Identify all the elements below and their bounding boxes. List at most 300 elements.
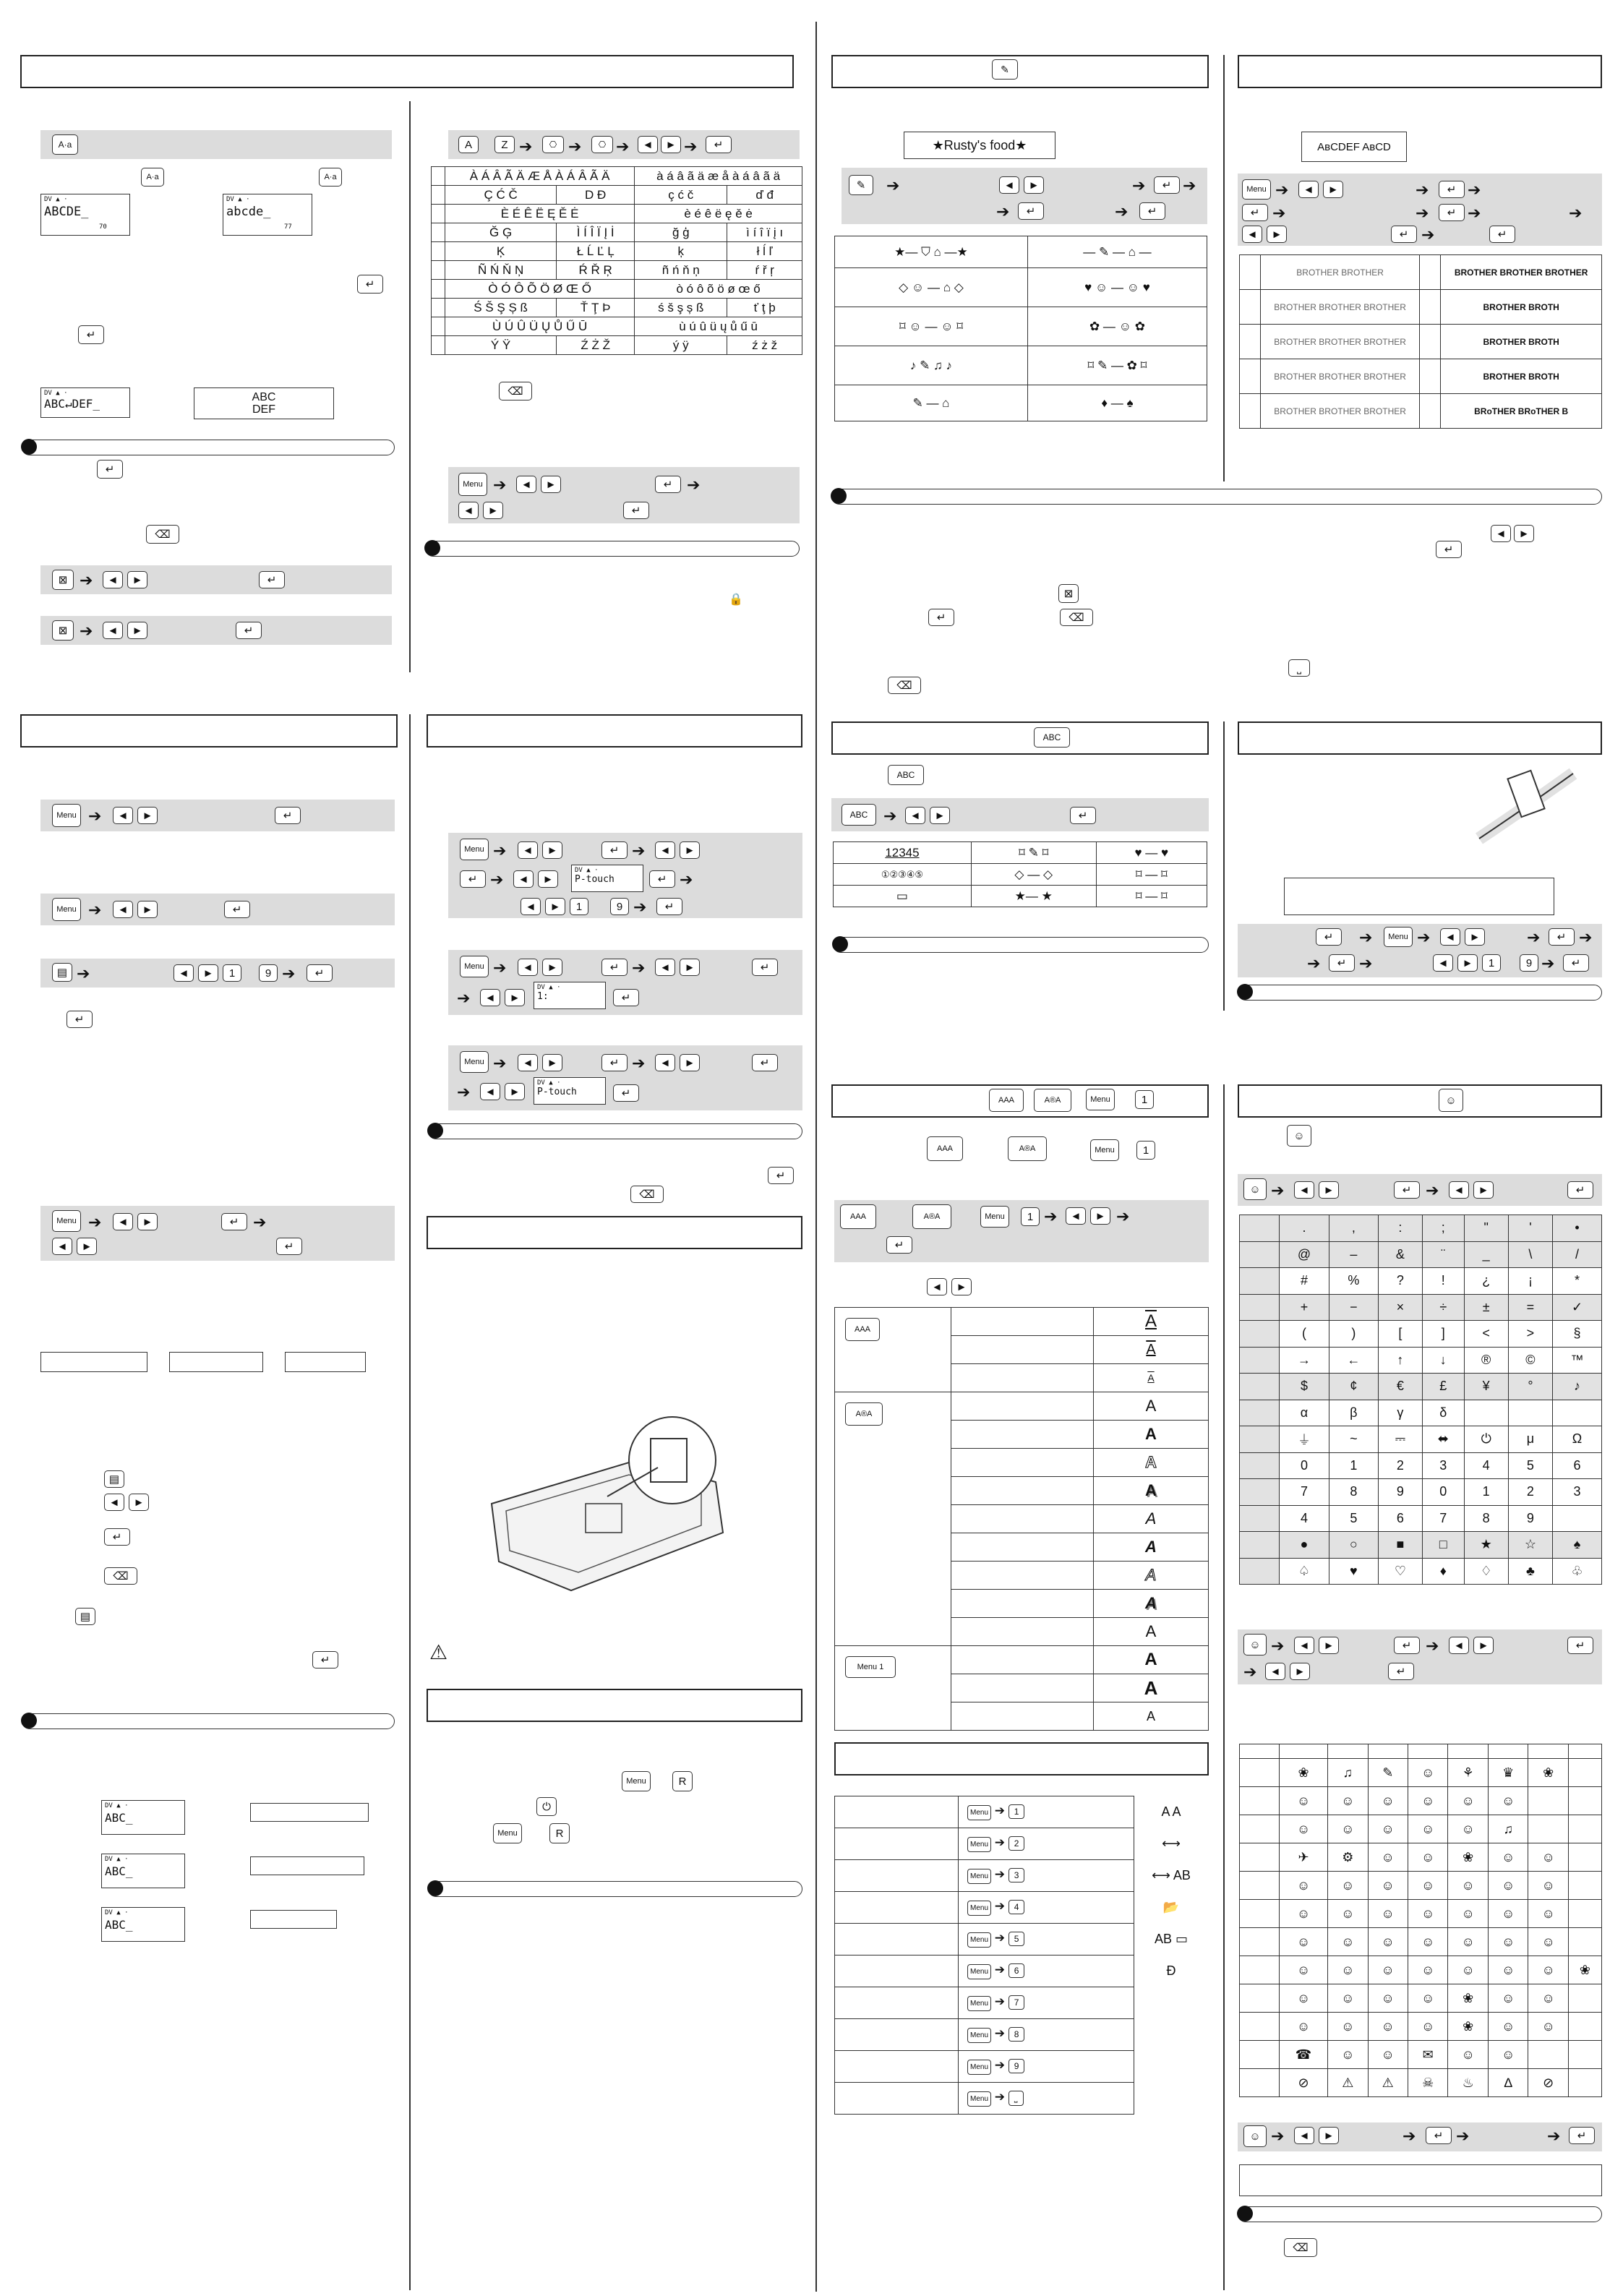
left-key[interactable]: ◄ [1449,1181,1469,1199]
left-key[interactable]: ◄ [458,502,479,519]
pictograph-cell: ☺ [1408,2013,1447,2041]
backspace-key[interactable]: ⌫ [1284,2238,1317,2257]
symbol-key[interactable]: ☺ [1287,1125,1311,1147]
enter-key[interactable]: ↵ [1426,2127,1452,2144]
enter-key[interactable]: ↵ [752,1054,778,1071]
accent-cell: ŕ ř ŗ [727,261,802,280]
accent-key[interactable]: A·a [52,134,78,155]
row-marker [432,317,445,336]
accent-cell: Ý Ÿ [445,336,557,355]
row-marker [432,223,445,242]
enter-key[interactable]: ↵ [221,1213,247,1230]
left-key[interactable]: ◄ [655,959,675,976]
accent-cell: ý ÿ [635,336,727,355]
symbol-cell: ● [1280,1532,1329,1559]
left-key[interactable]: ◄ [513,870,534,888]
arrow-icon: ➔ [1359,954,1373,972]
right-key[interactable]: ► [1090,1207,1110,1225]
enter-key[interactable]: ↵ [67,1011,93,1028]
symbol-cell: ♤ [1280,1558,1329,1585]
right-key[interactable]: ► [1319,2127,1339,2144]
enter-key[interactable]: ↵ [1567,1181,1593,1199]
enter-key[interactable]: ↵ [1139,202,1165,220]
clear-key[interactable]: ⊠ [52,620,74,641]
right-key[interactable]: ► [542,1054,562,1071]
symbol-cell: 1 [1329,1452,1378,1479]
backspace-key[interactable]: ⌫ [104,1567,137,1585]
preview-key[interactable]: ▤ [75,1608,95,1625]
enter-key[interactable]: ↵ [1439,181,1465,198]
menu-key[interactable]: Menu [1384,927,1413,947]
style-key[interactable]: A®A [1034,1089,1071,1112]
menu-key: Menu [967,1805,991,1820]
arrow-icon: ➔ [1421,226,1435,244]
shortcut-keys [959,2051,1134,2083]
shortcut-icon: Ð [1166,1963,1176,1978]
row-marker [1240,1268,1280,1295]
shortcut-keys [959,1924,1134,1956]
menu-key[interactable]: Menu [52,898,81,921]
enter-key[interactable]: ↵ [601,841,628,859]
sample-label-font: AʙCDEF AʙCD [1301,132,1407,162]
left-key[interactable]: ◄ [1449,1637,1469,1654]
enter-key[interactable]: ↵ [1563,954,1589,972]
right-key[interactable]: ► [538,870,558,888]
enter-key[interactable]: ↵ [1388,1663,1414,1680]
symbol-cell: < [1464,1321,1508,1348]
row-marker [1240,2013,1280,2041]
row-marker [1240,1843,1280,1872]
menu-key[interactable]: Menu [460,956,489,977]
abc-key[interactable]: ABC [1034,727,1070,748]
menu-key[interactable]: Menu [1242,179,1271,200]
enter-key[interactable]: ↵ [276,1238,302,1255]
enter-key[interactable]: ↵ [656,898,682,915]
shortcut-keys [959,2083,1134,2115]
style-name [951,1477,1094,1505]
enter-key[interactable]: ↵ [224,901,250,918]
enter-key[interactable]: ↵ [1391,226,1417,243]
size-key[interactable]: AAA [927,1136,963,1161]
right-key[interactable]: ► [951,1278,972,1295]
four-key: 4 [1009,1900,1025,1914]
enter-key[interactable]: ↵ [1154,176,1180,194]
arrow-icon: ➔ [883,807,897,825]
arrow-icon: ➔ [1579,928,1593,946]
enter-key[interactable]: ↵ [623,502,649,519]
pictograph-cell: ✈ [1280,1843,1328,1872]
enter-key[interactable]: ↵ [1329,954,1355,972]
frame-sample: ★— ⛉ ⌂ —★ [835,236,1028,268]
symbol-cell: − [1329,1294,1378,1321]
left-key[interactable]: ◄ [518,959,538,976]
pictograph-cell: ∆ [1488,2069,1528,2097]
right-key[interactable]: ► [541,476,561,493]
template-sample: ★— ★ [971,886,1096,907]
left-key[interactable]: ◄ [927,1278,947,1295]
symbol-cell: _ [1464,1241,1508,1268]
pictograph-cell: ☺ [1408,1984,1447,2013]
style-name [951,1590,1094,1618]
right-key[interactable]: ► [930,807,950,824]
symbol-cell: # [1280,1268,1329,1295]
right-key[interactable]: ► [661,136,681,153]
right-key[interactable]: ► [1323,181,1343,198]
enter-key[interactable]: ↵ [259,571,285,588]
symbol-cell: 7 [1280,1479,1329,1506]
right-key[interactable]: ► [137,807,158,824]
symbol-cell: β [1329,1400,1378,1426]
menu-key[interactable]: Menu [1090,1139,1119,1161]
size-style-table [834,1307,1209,1731]
enter-key[interactable]: ↵ [886,1236,912,1254]
style-key[interactable]: A®A [912,1204,951,1229]
left-key[interactable]: ◄ [1298,181,1319,198]
one-key[interactable]: 1 [1482,954,1501,972]
menu-key[interactable]: Menu [52,804,81,827]
auto-format-table [833,841,1207,907]
header-cell [1240,1744,1280,1759]
left-key[interactable]: ◄ [104,1494,124,1511]
frame-sample: ⌑ ✎ — ✿ ⌑ [1027,346,1207,385]
left-key[interactable]: ◄ [480,1083,500,1100]
r-key[interactable]: R [672,1771,693,1791]
enter-key[interactable]: ↵ [312,1651,338,1669]
row-marker [1240,2041,1280,2069]
left-key[interactable]: ◄ [113,901,133,918]
backspace-key[interactable]: ⌫ [1060,609,1093,626]
note-bar [22,440,395,455]
a-key[interactable]: A [458,136,479,153]
pictograph-cell: ✎ [1368,1759,1408,1787]
text-key[interactable]: ⎔ [542,136,564,153]
pictograph-cell: ☺ [1328,1815,1368,1843]
note-bar [428,1123,802,1139]
backspace-key[interactable]: ⌫ [146,525,179,544]
enter-key[interactable]: ↵ [1549,928,1575,946]
right-key[interactable]: ► [1319,1637,1339,1654]
pictograph-cell: ☺ [1488,2013,1528,2041]
row-marker [1240,1452,1280,1479]
preview-key[interactable]: ▤ [52,963,72,982]
section-header-accent [20,55,794,88]
arrow-icon: ➔ [1359,928,1373,946]
arrow-icon: ➔ [1417,928,1431,946]
right-key[interactable]: ► [137,901,158,918]
left-key[interactable]: ◄ [1294,2127,1314,2144]
accent-key[interactable]: A·a [319,168,342,187]
enter-key[interactable]: ↵ [1569,2127,1595,2144]
pictograph-cell: ☺ [1368,2013,1408,2041]
right-key[interactable]: ► [542,841,562,859]
clear-key[interactable]: ⊠ [1058,584,1079,603]
arrow-icon: ➔ [886,176,900,194]
accent-cell: Ķ [445,242,557,261]
right-key[interactable]: ► [483,502,503,519]
preview-key[interactable]: ▤ [104,1470,124,1488]
symbol-history-strip [1239,2164,1602,2196]
enter-key[interactable]: ↵ [97,460,123,479]
enter-key[interactable]: ↵ [104,1528,130,1546]
enter-key[interactable]: ↵ [1394,1637,1420,1654]
menu-key[interactable]: Menu [458,473,487,496]
symbol-cell: $ [1280,1374,1329,1400]
menu-key[interactable]: Menu [52,1210,81,1232]
enter-key[interactable]: ↵ [1316,928,1342,946]
enter-key[interactable]: ↵ [601,1054,628,1071]
right-key[interactable]: ► [1473,1637,1494,1654]
nine-key[interactable]: 9 [259,964,278,982]
symbol-key[interactable]: ☺ [1439,1089,1463,1112]
pictograph-cell: ⊘ [1280,2069,1328,2097]
left-key[interactable]: ◄ [1294,1637,1314,1654]
right-key[interactable]: ► [680,841,700,859]
left-key[interactable]: ◄ [1066,1207,1086,1225]
one-key[interactable]: 1 [223,964,241,982]
enter-key[interactable]: ↵ [1394,1181,1420,1199]
frame-key[interactable]: ✎ [849,175,873,195]
arrow-icon: ➔ [991,2058,1009,2072]
enter-key[interactable]: ↵ [655,476,681,493]
left-key[interactable]: ◄ [655,841,675,859]
pictograph-cell: ☺ [1488,2041,1528,2069]
style-sample: A [1094,1308,1209,1336]
right-key[interactable]: ► [1465,928,1485,946]
enter-key[interactable]: ↵ [307,964,333,982]
arrow-icon: ➔ [1243,1663,1257,1681]
symbol-cell: ♧ [1553,1558,1602,1585]
space-key: ⎵ [1009,2091,1024,2106]
style-sample: A [1094,1533,1209,1562]
menu-key[interactable]: Menu [493,1823,522,1843]
left-key[interactable]: ◄ [1265,1663,1285,1680]
backspace-key[interactable]: ⌫ [499,382,532,400]
nine-key[interactable]: 9 [610,898,629,915]
row-marker [1240,1787,1280,1815]
style-sample: A [1094,1392,1209,1421]
clear-key[interactable]: ⊠ [52,570,74,590]
left-key[interactable]: ◄ [521,898,541,915]
one-key[interactable]: 1 [1021,1207,1040,1226]
left-key[interactable]: ◄ [113,1213,133,1230]
symbol-key[interactable]: ☺ [1243,1178,1267,1200]
symbol-cell: 9 [1508,1505,1552,1532]
shortcut-icon: AB ▭ [1154,1932,1189,1946]
accent-cell: ù ú û ü ų ů ű ū [635,317,802,336]
pictograph-cell: ⚠ [1328,2069,1368,2097]
enter-key[interactable]: ↵ [460,870,486,888]
enter-key[interactable]: ↵ [613,989,639,1006]
enter-key[interactable]: ↵ [1018,202,1044,220]
menu-key: Menu 1 [845,1656,896,1678]
left-key[interactable]: ◄ [103,571,123,588]
enter-key[interactable]: ↵ [1439,204,1465,221]
shortcut-name [835,1924,959,1956]
enter-key[interactable]: ↵ [1070,807,1096,824]
accent-cell: ğ ģ [635,223,727,242]
step-bar [40,130,392,159]
symbol-cell: 8 [1464,1505,1508,1532]
enter-key[interactable]: ↵ [706,136,732,153]
enter-key[interactable]: ↵ [613,1084,639,1102]
symbol-cell: ( [1280,1321,1329,1348]
left-key[interactable]: ◄ [1242,226,1262,243]
right-key[interactable]: ► [1319,1181,1339,1199]
right-key[interactable]: ► [1290,1663,1310,1680]
symbol-cell: Ω [1553,1426,1602,1453]
group-style [835,1392,951,1646]
nine-key[interactable]: 9 [1520,954,1538,972]
margin-label [285,1352,366,1372]
pictograph-cell: ☺ [1488,1984,1528,2013]
right-key[interactable]: ► [137,1213,158,1230]
enter-key[interactable]: ↵ [768,1167,794,1184]
right-key[interactable]: ► [127,571,147,588]
size-key[interactable]: AAA [840,1204,876,1229]
power-key[interactable]: ⏻ [536,1797,557,1816]
left-key[interactable]: ◄ [638,136,658,153]
right-key[interactable]: ► [542,959,562,976]
enter-key[interactable]: ↵ [1242,204,1268,221]
enter-key[interactable]: ↵ [357,275,383,294]
left-key[interactable]: ◄ [905,807,925,824]
backspace-key[interactable]: ⌫ [888,677,921,694]
accent-cell: Ğ Ģ [445,223,557,242]
accent-key[interactable]: A·a [141,168,164,187]
enter-key[interactable]: ↵ [1436,541,1462,558]
right-key[interactable]: ► [545,898,565,915]
arrow-icon: ➔ [687,476,701,494]
left-key[interactable]: ◄ [655,1054,675,1071]
right-key[interactable]: ► [198,964,218,982]
pictograph-cell [1568,1815,1601,1843]
left-key[interactable]: ◄ [1491,525,1511,542]
pictograph-cell [1528,1815,1568,1843]
left-key[interactable]: ◄ [103,622,123,639]
z-key[interactable]: Z [494,136,515,153]
left-key[interactable]: ◄ [1433,954,1453,972]
abc-key[interactable]: ABC [888,765,924,785]
enter-key[interactable]: ↵ [752,959,778,976]
abc-key[interactable]: ABC [842,804,876,826]
right-key[interactable]: ► [505,989,525,1006]
one-key[interactable]: 1 [1136,1141,1155,1160]
accent-cell: Ś Š Ş Ș ß [445,299,557,317]
right-key[interactable]: ► [505,1083,525,1100]
enter-key[interactable]: ↵ [236,622,262,639]
enter-key[interactable]: ↵ [1567,1637,1593,1654]
left-key[interactable]: ◄ [52,1238,72,1255]
symbol-key[interactable]: ☺ [1243,2125,1267,2147]
enter-key[interactable]: ↵ [649,870,675,888]
symbol-cell: 0 [1280,1452,1329,1479]
template-sample: ◇ — ◇ [971,864,1096,886]
one-key[interactable]: 1 [570,898,588,915]
menu-key: Menu [967,2091,991,2107]
symbol-key[interactable]: ☺ [1243,1634,1267,1655]
symbol-cell: 8 [1329,1479,1378,1506]
menu-key[interactable]: Menu [460,1051,489,1073]
right-key[interactable]: ► [1514,525,1534,542]
text-key[interactable]: ⎔ [591,136,613,153]
right-key[interactable]: ► [1024,176,1044,194]
accent-cell: ź ż ž [727,336,802,355]
pictograph-cell: ☺ [1408,1787,1447,1815]
left-key[interactable]: ◄ [999,176,1019,194]
right-key[interactable]: ► [129,1494,149,1511]
right-key[interactable]: ► [680,959,700,976]
left-key[interactable]: ◄ [113,807,133,824]
left-key[interactable]: ◄ [1294,1181,1314,1199]
right-key[interactable]: ► [77,1238,97,1255]
symbol-cell: 3 [1423,1452,1465,1479]
symbol-cell [1464,1400,1508,1426]
backspace-key[interactable]: ⌫ [630,1186,664,1203]
left-key[interactable]: ◄ [1440,928,1460,946]
right-key[interactable]: ► [1473,1181,1494,1199]
row-marker [1240,290,1261,325]
left-key[interactable]: ◄ [518,1054,538,1071]
column-divider [409,714,411,2290]
enter-key[interactable]: ↵ [928,609,954,626]
arrow-icon: ➔ [680,870,693,888]
menu-key[interactable]: Menu [1086,1089,1115,1110]
font-sample: BROTHER BROTH [1441,325,1602,359]
left-key[interactable]: ◄ [516,476,536,493]
one-key[interactable]: 1 [1135,1090,1154,1109]
pictograph-cell [1568,1984,1601,2013]
left-key[interactable]: ◄ [518,841,538,859]
menu-key[interactable]: Menu [980,1206,1009,1228]
enter-key[interactable]: ↵ [601,959,628,976]
margin-label [40,1352,147,1372]
pictograph-cell: ♛ [1488,1759,1528,1787]
arrow-icon: ➔ [493,959,507,977]
right-key[interactable]: ► [680,1054,700,1071]
right-key[interactable]: ► [127,622,147,639]
style-sample: A [1094,1421,1209,1449]
symbol-cell: . [1280,1215,1329,1242]
arrow-icon: ➔ [684,137,698,155]
arrow-icon: ➔ [1468,181,1481,199]
space-key[interactable]: ⎵ [1288,659,1310,677]
enter-key[interactable]: ↵ [1489,226,1515,243]
frame-key[interactable]: ✎ [992,59,1018,80]
style-key[interactable]: A®A [1008,1136,1047,1161]
symbol-cell: ♪ [1553,1374,1602,1400]
accent-cell: Ç Ć Č [445,186,557,205]
left-key[interactable]: ◄ [174,964,194,982]
r-key[interactable]: R [549,1823,570,1843]
pictograph-cell [1568,1900,1601,1928]
lcd-display: DV ▲ · ABC_ [101,1800,185,1835]
symbol-cell: ™ [1553,1347,1602,1374]
size-key[interactable]: AAA [989,1089,1024,1112]
enter-key[interactable]: ↵ [78,325,104,344]
pictograph-cell: ☺ [1528,2013,1568,2041]
right-key[interactable]: ► [1457,954,1478,972]
left-key[interactable]: ◄ [480,989,500,1006]
header-cell [1568,1744,1601,1759]
menu-key[interactable]: Menu [622,1771,651,1791]
symbol-cell: 4 [1464,1452,1508,1479]
right-key[interactable]: ► [1267,226,1287,243]
pictograph-cell: ☺ [1488,1872,1528,1900]
enter-key[interactable]: ↵ [275,807,301,824]
note-bar [425,541,800,557]
style-name [951,1421,1094,1449]
menu-key[interactable]: Menu [460,839,489,860]
